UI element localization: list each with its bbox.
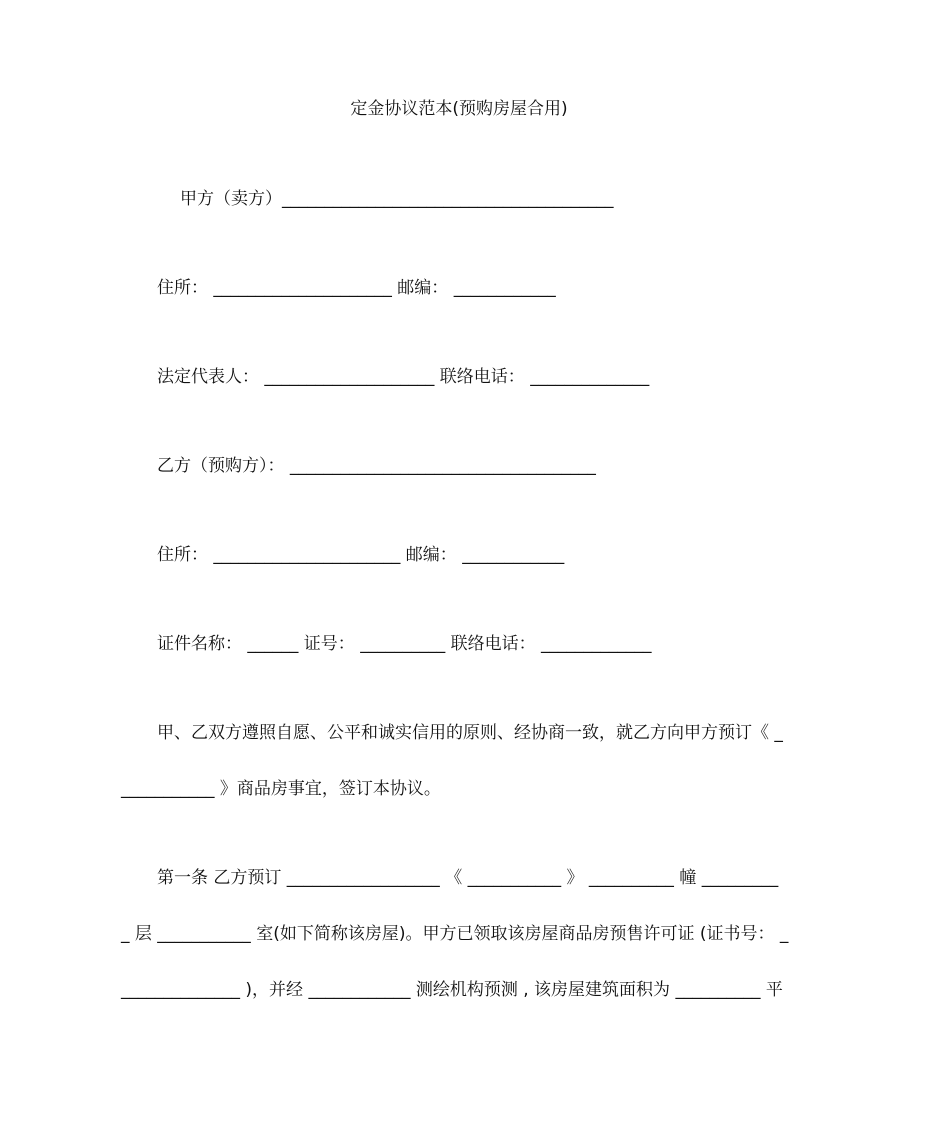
party-a-address-line: 住所： _____________________ 邮编： ____________: [157, 278, 556, 298]
article-one-line-3: ______________ )，并经 ____________ 测绘机构预测 , 该房屋建筑面积为 __________ 平: [121, 980, 783, 1000]
party-b-address-line: 住所： ______________________ 邮编： ____________: [157, 545, 565, 565]
party-b-buyer-line: 乙方（预购方）： ____________________________________: [157, 456, 596, 476]
article-one-line-2: _ 层 ___________ 室(如下简称该房屋)。甲方已领取该房屋商品房预售许可证 (证书号： _: [121, 924, 789, 944]
party-a-seller-line: 甲方（卖方）_______________________________________: [180, 189, 614, 209]
preamble-line-2: ___________ 》商品房事宜，签订本协议。: [121, 779, 441, 799]
document-title: 定金协议范本(预购房屋合用): [350, 99, 568, 119]
preamble-line-1: 甲、乙双方遵照自愿、公平和诚实信用的原则、经协商一致，就乙方向甲方预订《 _: [157, 723, 783, 743]
article-one-line-1: 第一条 乙方预订 __________________ 《 ___________ 》 __________ 幢 _________: [157, 868, 779, 888]
id-document-line: 证件名称： ______ 证号： __________ 联络电话： _____________: [157, 634, 652, 654]
legal-representative-line: 法定代表人： ____________________ 联络电话： ______________: [157, 367, 650, 387]
